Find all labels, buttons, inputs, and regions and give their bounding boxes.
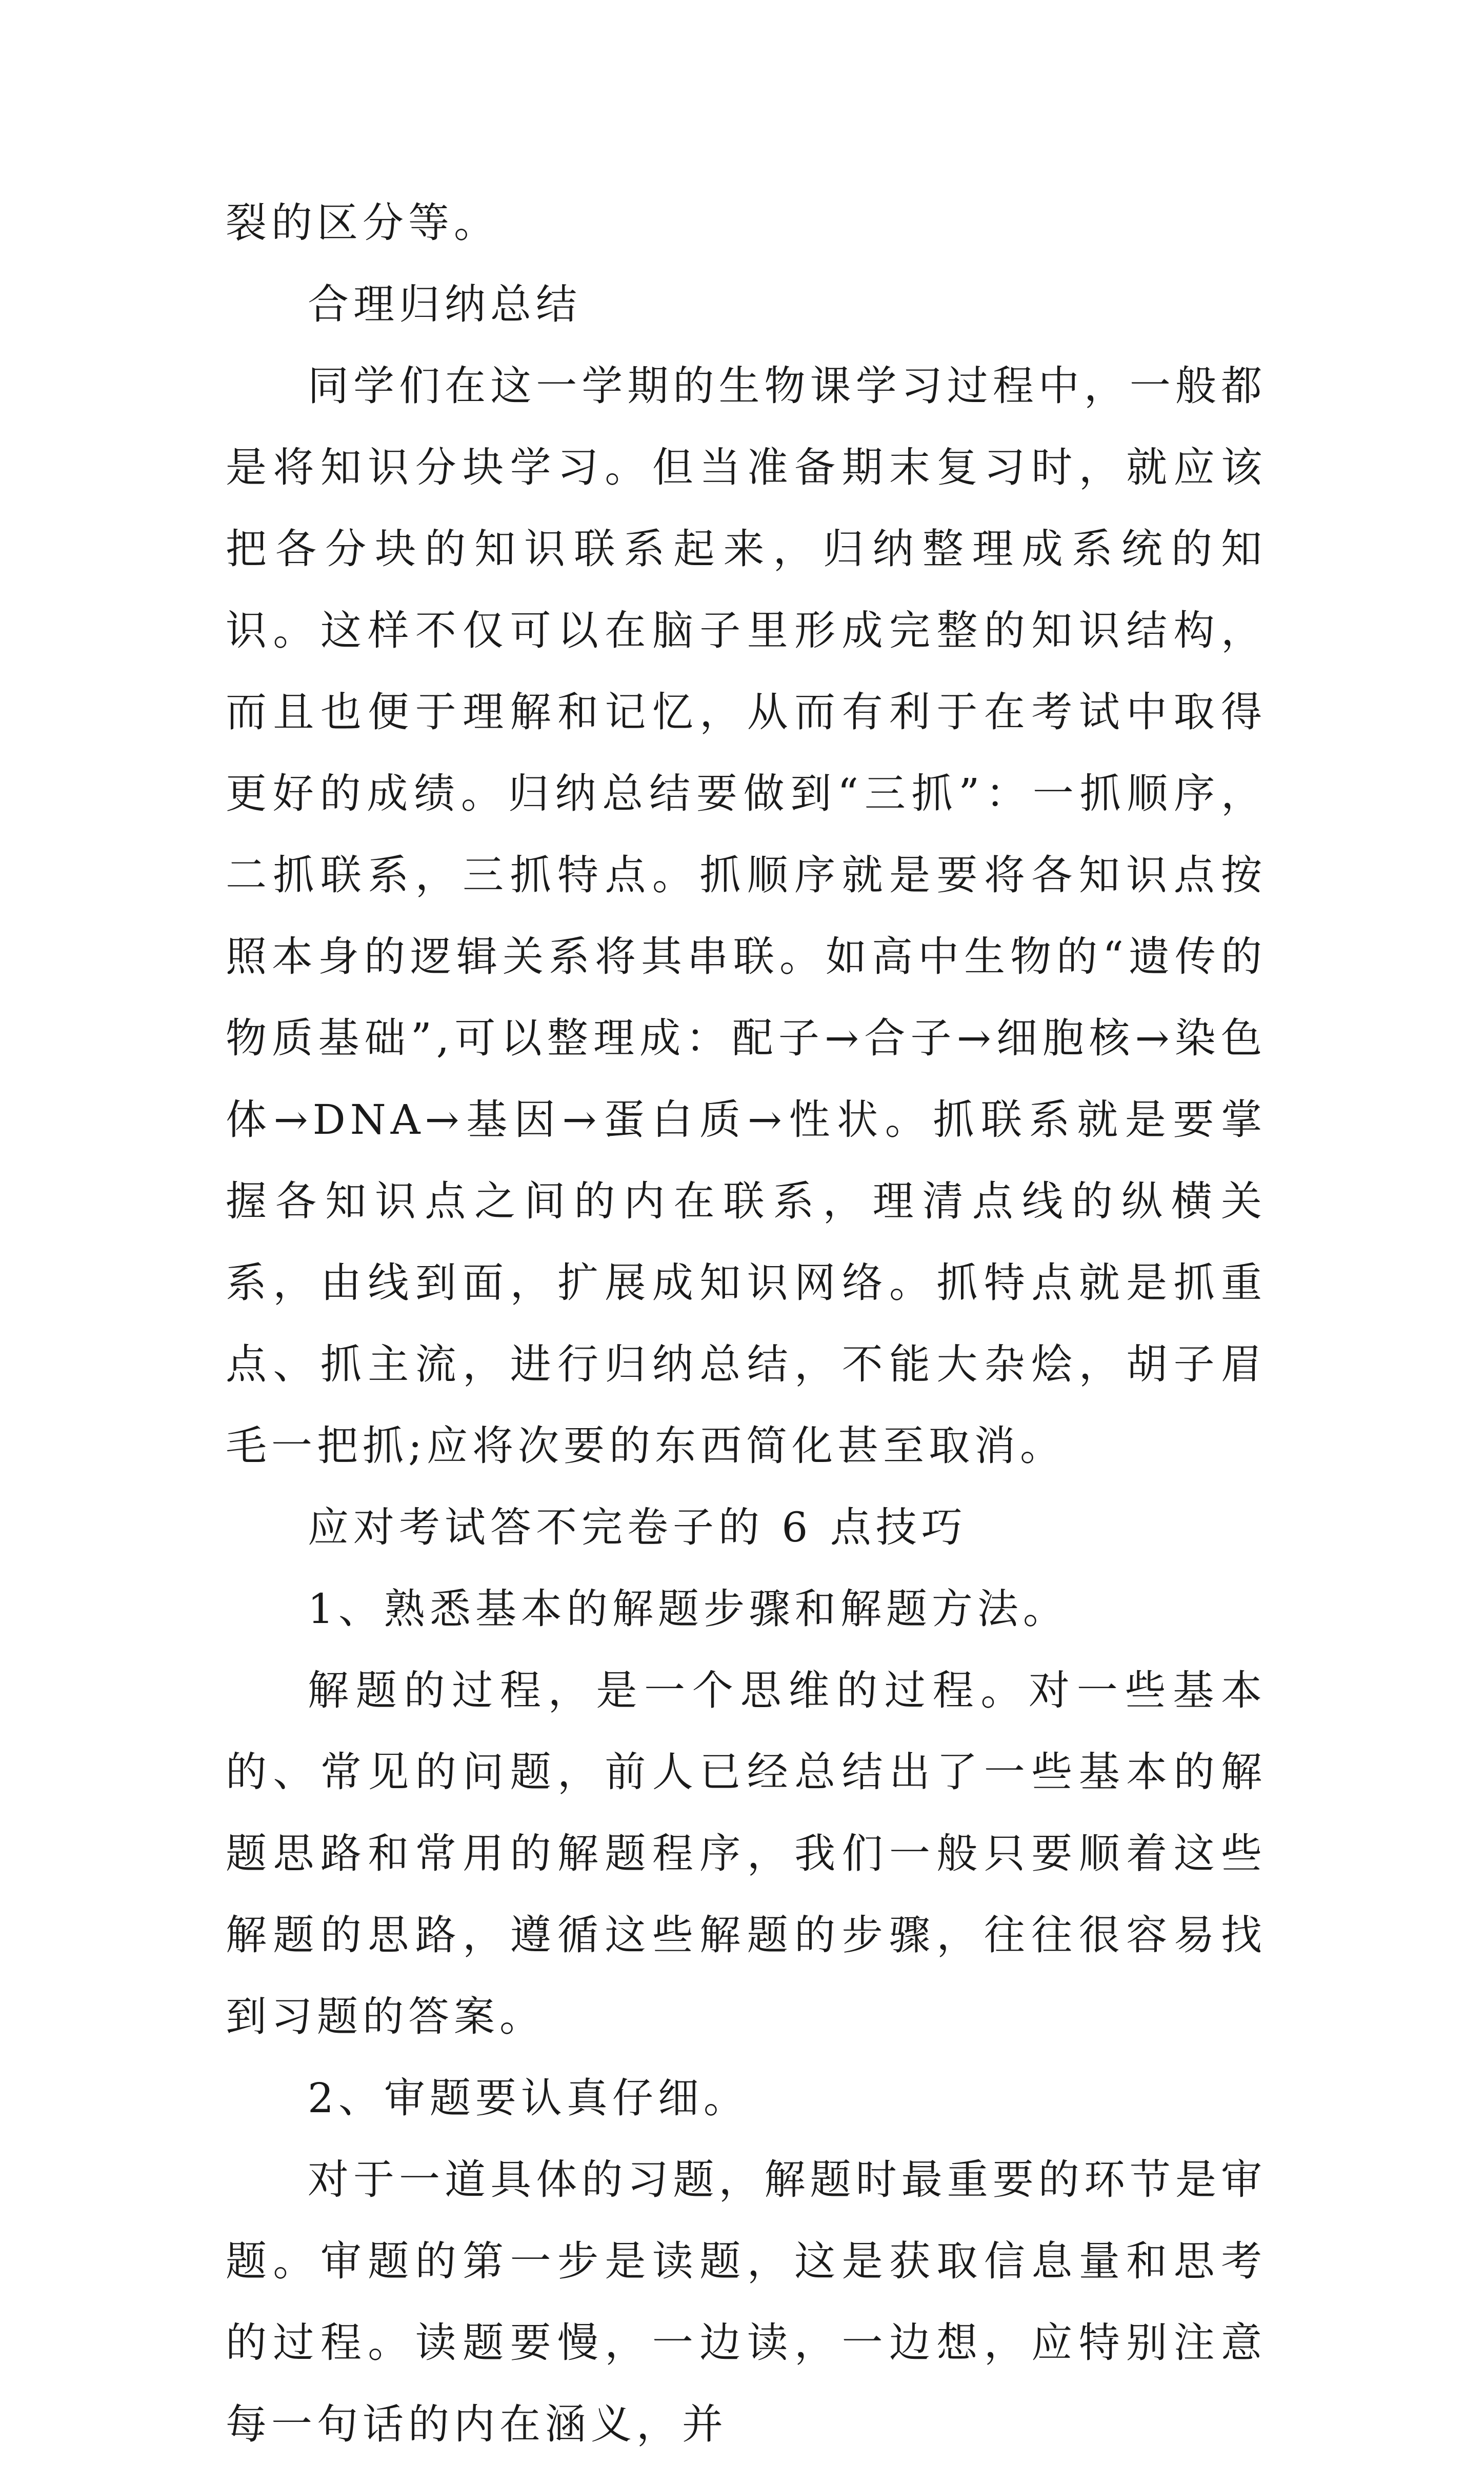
document-body xyxy=(226,182,1267,2465)
section-heading-summary: 合理归纳总结 xyxy=(308,280,581,328)
paragraph-continuation: 裂的区分等。 xyxy=(226,199,499,247)
paragraph-summary: 同学们在这一学期的生物课学习过程中，一般都是将知识分块学习。但当准备期末复习时，就应该把各分块的知识联系起来，归纳整理成系统的知识。这样不仅可以在脑子里形成完整的知识结构，而且也便于理解和记忆，从而有利于在考试中取得更好的成绩。归纳总结要做到“三抓”：一抓顺序，二抓联系，三抓特点。抓顺序就是要将各知识点按照本身的逻辑关系将其串联。如高中生物的“遗传的物质基础”,可以整理成：配子→合子→细胞核→染色体→DNA→基因→蛋白质→性状。抓联系就是要掌握各知识点之间的内在联系，理清点线的纵横关系，由线到面，扩展成知识网络。抓特点就是抓重点、抓主流，进行归纳总结，不能大杂烩，胡子眉毛一把抓;应将次要的东西简化甚至取消。 xyxy=(226,362,1267,1470)
paragraph-tip-2: 对于一道具体的习题，解题时最重要的环节是审题。审题的第一步是读题，这是获取信息量和思考的过程。读题要慢，一边读，一边想，应特别注意每一句话的内在涵义，并 xyxy=(226,2156,1267,2448)
paragraph-tip-1: 解题的过程，是一个思维的过程。对一些基本的、常见的问题，前人已经总结出了一些基本的解题思路和常用的解题程序，我们一般只要顺着这些解题的思路，遵循这些解题的步骤，往往很容易找到习题的答案。 xyxy=(226,1667,1267,2040)
tip-heading-1: 1、熟悉基本的解题步骤和解题方法。 xyxy=(308,1585,1069,1633)
tip-heading-2: 2、审题要认真仔细。 xyxy=(308,2074,749,2122)
section-heading-exam-tips: 应对考试答不完卷子的 6 点技巧 xyxy=(308,1504,967,1551)
